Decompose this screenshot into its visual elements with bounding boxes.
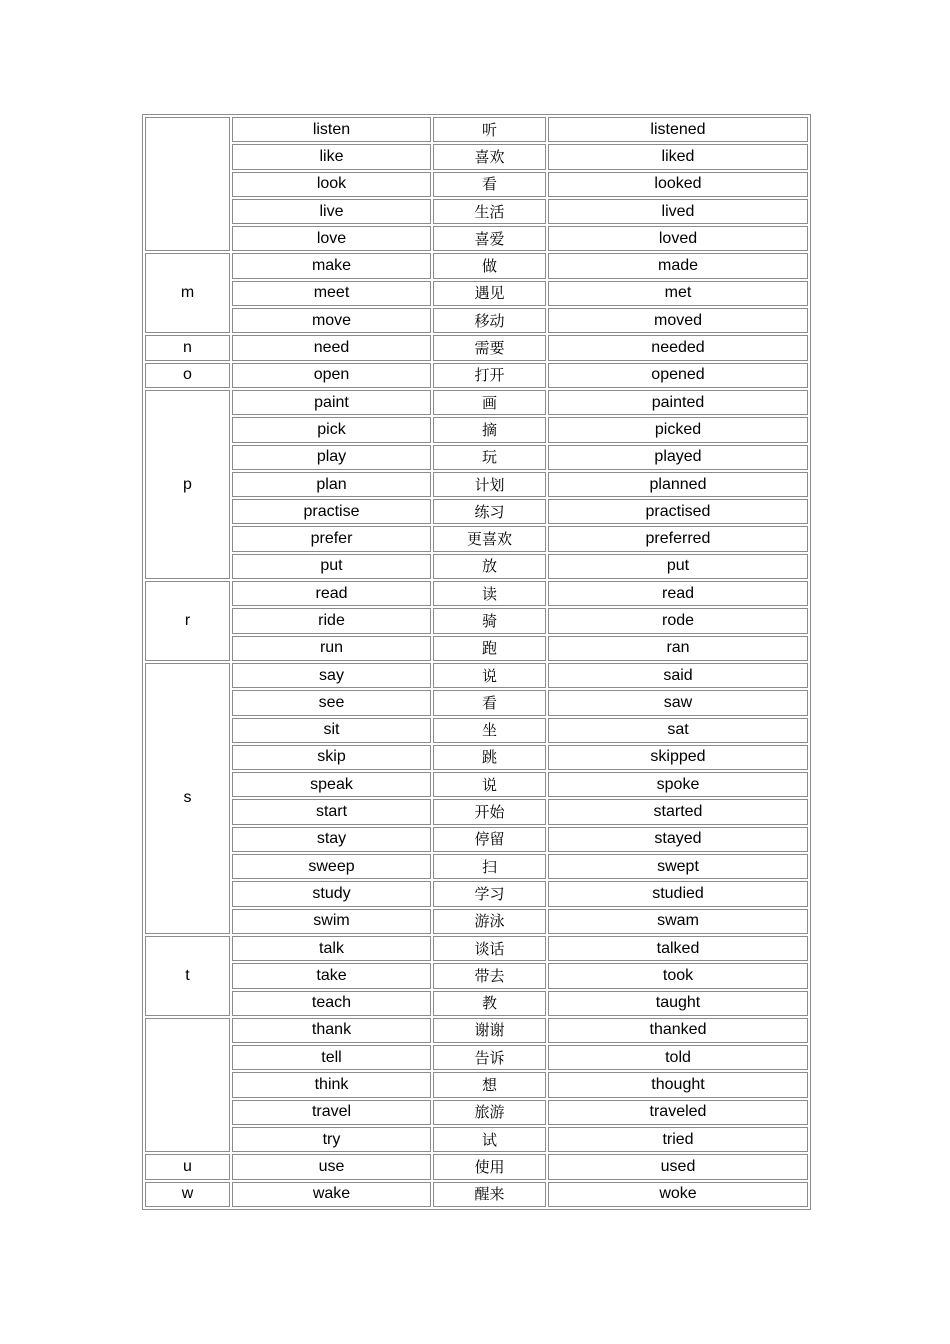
table-row (145, 117, 808, 142)
past-tense-cell: took (548, 963, 808, 988)
chinese-meaning-cell: 跳 (433, 745, 546, 770)
table-row (145, 526, 808, 551)
table-row (145, 1072, 808, 1097)
table-row (145, 472, 808, 497)
base-verb-cell: look (232, 172, 431, 197)
chinese-meaning-cell: 摘 (433, 417, 546, 442)
chinese-meaning-cell: 喜欢 (433, 144, 546, 169)
chinese-meaning-cell: 告诉 (433, 1045, 546, 1070)
table-row (145, 827, 808, 852)
chinese-meaning-cell: 学习 (433, 881, 546, 906)
chinese-meaning-cell: 做 (433, 253, 546, 278)
chinese-meaning-cell: 谢谢 (433, 1018, 546, 1043)
table-row (145, 991, 808, 1016)
chinese-meaning-cell: 计划 (433, 472, 546, 497)
chinese-meaning-cell: 放 (433, 554, 546, 579)
chinese-meaning-cell: 更喜欢 (433, 526, 546, 551)
base-verb-cell: need (232, 335, 431, 360)
table-row (145, 226, 808, 251)
chinese-meaning-cell: 试 (433, 1127, 546, 1152)
table-row (145, 199, 808, 224)
base-verb-cell: prefer (232, 526, 431, 551)
table-row (145, 499, 808, 524)
letter-cell: s (145, 663, 230, 934)
base-verb-cell: put (232, 554, 431, 579)
base-verb-cell: ride (232, 608, 431, 633)
chinese-meaning-cell: 听 (433, 117, 546, 142)
base-verb-cell: see (232, 690, 431, 715)
past-tense-cell: liked (548, 144, 808, 169)
base-verb-cell: love (232, 226, 431, 251)
letter-cell: p (145, 390, 230, 579)
past-tense-cell: played (548, 445, 808, 470)
table-row (145, 909, 808, 934)
chinese-meaning-cell: 练习 (433, 499, 546, 524)
table-row (145, 554, 808, 579)
table-row (145, 253, 808, 278)
past-tense-cell: sat (548, 718, 808, 743)
past-tense-cell: said (548, 663, 808, 688)
past-tense-cell: told (548, 1045, 808, 1070)
chinese-meaning-cell: 旅游 (433, 1100, 546, 1125)
table-row (145, 417, 808, 442)
past-tense-cell: studied (548, 881, 808, 906)
base-verb-cell: speak (232, 772, 431, 797)
chinese-meaning-cell: 骑 (433, 608, 546, 633)
chinese-meaning-cell: 遇见 (433, 281, 546, 306)
chinese-meaning-cell: 停留 (433, 827, 546, 852)
base-verb-cell: talk (232, 936, 431, 961)
past-tense-cell: put (548, 554, 808, 579)
table-row (145, 1018, 808, 1043)
base-verb-cell: travel (232, 1100, 431, 1125)
chinese-meaning-cell: 玩 (433, 445, 546, 470)
chinese-meaning-cell: 谈话 (433, 936, 546, 961)
past-tense-cell: woke (548, 1182, 808, 1207)
past-tense-cell: met (548, 281, 808, 306)
chinese-meaning-cell: 说 (433, 663, 546, 688)
past-tense-cell: planned (548, 472, 808, 497)
table-row (145, 718, 808, 743)
table-row (145, 581, 808, 606)
base-verb-cell: take (232, 963, 431, 988)
table-row (145, 799, 808, 824)
base-verb-cell: skip (232, 745, 431, 770)
past-tense-cell: thanked (548, 1018, 808, 1043)
base-verb-cell: pick (232, 417, 431, 442)
base-verb-cell: move (232, 308, 431, 333)
chinese-meaning-cell: 需要 (433, 335, 546, 360)
base-verb-cell: teach (232, 991, 431, 1016)
base-verb-cell: meet (232, 281, 431, 306)
chinese-meaning-cell: 教 (433, 991, 546, 1016)
chinese-meaning-cell: 移动 (433, 308, 546, 333)
table-row (145, 690, 808, 715)
base-verb-cell: thank (232, 1018, 431, 1043)
base-verb-cell: open (232, 363, 431, 388)
chinese-meaning-cell: 醒来 (433, 1182, 546, 1207)
base-verb-cell: swim (232, 909, 431, 934)
base-verb-cell: sweep (232, 854, 431, 879)
table-row (145, 636, 808, 661)
past-tense-cell: skipped (548, 745, 808, 770)
past-tense-cell: taught (548, 991, 808, 1016)
base-verb-cell: run (232, 636, 431, 661)
past-tense-cell: looked (548, 172, 808, 197)
verb-table (142, 114, 811, 1210)
table-row (145, 390, 808, 415)
base-verb-cell: like (232, 144, 431, 169)
letter-cell: r (145, 581, 230, 661)
past-tense-cell: rode (548, 608, 808, 633)
chinese-meaning-cell: 扫 (433, 854, 546, 879)
base-verb-cell: try (232, 1127, 431, 1152)
past-tense-cell: needed (548, 335, 808, 360)
letter-cell: n (145, 335, 230, 360)
base-verb-cell: live (232, 199, 431, 224)
verb-table-body (145, 117, 808, 1207)
past-tense-cell: saw (548, 690, 808, 715)
table-row (145, 281, 808, 306)
table-row (145, 1154, 808, 1179)
past-tense-cell: tried (548, 1127, 808, 1152)
letter-cell (145, 1018, 230, 1152)
past-tense-cell: loved (548, 226, 808, 251)
chinese-meaning-cell: 开始 (433, 799, 546, 824)
table-row (145, 445, 808, 470)
past-tense-cell: started (548, 799, 808, 824)
base-verb-cell: tell (232, 1045, 431, 1070)
base-verb-cell: start (232, 799, 431, 824)
base-verb-cell: make (232, 253, 431, 278)
base-verb-cell: wake (232, 1182, 431, 1207)
table-row (145, 1045, 808, 1070)
base-verb-cell: listen (232, 117, 431, 142)
chinese-meaning-cell: 跑 (433, 636, 546, 661)
base-verb-cell: say (232, 663, 431, 688)
past-tense-cell: traveled (548, 1100, 808, 1125)
table-row (145, 335, 808, 360)
letter-cell: w (145, 1182, 230, 1207)
past-tense-cell: swam (548, 909, 808, 934)
table-row (145, 308, 808, 333)
chinese-meaning-cell: 生活 (433, 199, 546, 224)
letter-cell: u (145, 1154, 230, 1179)
chinese-meaning-cell: 说 (433, 772, 546, 797)
past-tense-cell: thought (548, 1072, 808, 1097)
table-row (145, 172, 808, 197)
past-tense-cell: preferred (548, 526, 808, 551)
table-row (145, 1100, 808, 1125)
chinese-meaning-cell: 看 (433, 690, 546, 715)
past-tense-cell: talked (548, 936, 808, 961)
past-tense-cell: practised (548, 499, 808, 524)
past-tense-cell: opened (548, 363, 808, 388)
past-tense-cell: moved (548, 308, 808, 333)
past-tense-cell: stayed (548, 827, 808, 852)
past-tense-cell: lived (548, 199, 808, 224)
past-tense-cell: painted (548, 390, 808, 415)
chinese-meaning-cell: 使用 (433, 1154, 546, 1179)
past-tense-cell: made (548, 253, 808, 278)
table-row (145, 772, 808, 797)
base-verb-cell: sit (232, 718, 431, 743)
past-tense-cell: listened (548, 117, 808, 142)
chinese-meaning-cell: 看 (433, 172, 546, 197)
table-row (145, 144, 808, 169)
chinese-meaning-cell: 画 (433, 390, 546, 415)
letter-cell: t (145, 936, 230, 1016)
base-verb-cell: use (232, 1154, 431, 1179)
chinese-meaning-cell: 打开 (433, 363, 546, 388)
past-tense-cell: read (548, 581, 808, 606)
table-row (145, 663, 808, 688)
chinese-meaning-cell: 喜爱 (433, 226, 546, 251)
past-tense-cell: used (548, 1154, 808, 1179)
base-verb-cell: read (232, 581, 431, 606)
chinese-meaning-cell: 读 (433, 581, 546, 606)
base-verb-cell: practise (232, 499, 431, 524)
past-tense-cell: ran (548, 636, 808, 661)
base-verb-cell: study (232, 881, 431, 906)
table-row (145, 745, 808, 770)
chinese-meaning-cell: 想 (433, 1072, 546, 1097)
base-verb-cell: paint (232, 390, 431, 415)
base-verb-cell: think (232, 1072, 431, 1097)
base-verb-cell: stay (232, 827, 431, 852)
past-tense-cell: picked (548, 417, 808, 442)
letter-cell (145, 117, 230, 251)
table-row (145, 1127, 808, 1152)
letter-cell: m (145, 253, 230, 333)
chinese-meaning-cell: 游泳 (433, 909, 546, 934)
table-row (145, 963, 808, 988)
table-row (145, 854, 808, 879)
table-row (145, 608, 808, 633)
chinese-meaning-cell: 带去 (433, 963, 546, 988)
table-row (145, 363, 808, 388)
chinese-meaning-cell: 坐 (433, 718, 546, 743)
base-verb-cell: play (232, 445, 431, 470)
base-verb-cell: plan (232, 472, 431, 497)
table-row (145, 881, 808, 906)
past-tense-cell: swept (548, 854, 808, 879)
table-row (145, 1182, 808, 1207)
letter-cell: o (145, 363, 230, 388)
table-row (145, 936, 808, 961)
past-tense-cell: spoke (548, 772, 808, 797)
